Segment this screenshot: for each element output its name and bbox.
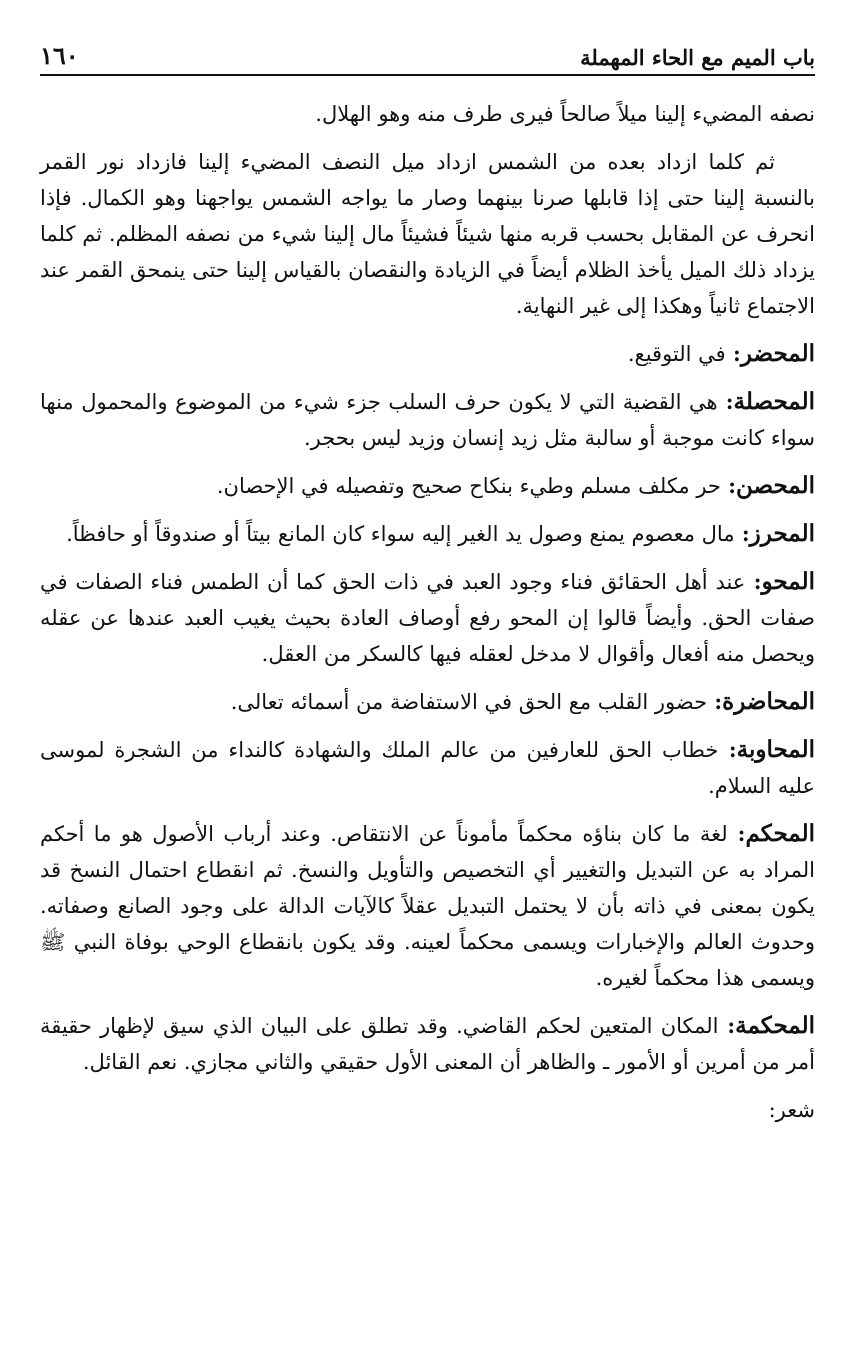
entry-definition: هي القضية التي لا يكون حرف السلب جزء شيء من الموضوع والمحمول منها سواء كانت موجبة أو سالبة مثل زيد إنسان وزيد ليس بحجر. xyxy=(40,390,815,450)
entry-term: المحرز xyxy=(749,520,815,547)
entry-mahdar: المحضر: في التوقيع. xyxy=(627,340,815,367)
entry-muhsan: المحصن: حر مكلف مسلم وطيء بنكاح صحيح وتفصيله في الإحصان. xyxy=(216,472,815,499)
intro-paragraph-1: نصفه المضيء إلينا ميلاً صالحاً فيرى طرف منه وهو الهلال. xyxy=(315,102,815,126)
entry-term: المحاضرة xyxy=(722,688,815,715)
intro-paragraph-2: ثم كلما ازداد بعده من الشمس ازداد ميل النصف المضيء إلينا فازداد نور القمر بالنسبة إلينا حتى إذا قابلها صرنا بينهما وصار ما يواجه الشمس يواجهنا وهو الكمال. فإذا انحرف عن المقابل بحسب قربه منها شيئاً فشيئاً مال إلينا شيء من نصفه المظلم. ثم كلما يزداد ذلك الميل يأخذ الظلام أيضاً في الزيادة والنقصان بالقياس إلينا حتى ينمحق القمر عند الاجتماع ثانياً وهكذا إلى غير النهاية. xyxy=(40,150,815,318)
entry-definition: عند أهل الحقائق فناء وجود العبد في ذات الحق كما أن الطمس فناء الصفات في صفات الحق. وأيضاً قالوا إن المحو رفع أوصاف العادة بحيث يغيب العبد عندها عن عقله ويحصل منه أفعال وأقوال لا مدخل لعقله فيها كالسكر من العقل. xyxy=(40,570,815,666)
running-title: باب الميم مع الحاء المهملة xyxy=(580,45,815,70)
page-number: ١٦٠ xyxy=(40,41,79,70)
entry-term: المحكم xyxy=(745,820,815,847)
entry-term: المحصن xyxy=(736,472,815,499)
page-body xyxy=(40,96,815,1291)
entry-definition: خطاب الحق للعارفين من عالم الملك والشهادة كالنداء من الشجرة لموسى عليه السلام. xyxy=(40,738,815,798)
entry-term: المحصلة xyxy=(733,388,815,415)
entry-term: المحكمة xyxy=(735,1012,815,1039)
entry-definition: لغة ما كان بناؤه محكماً مأموناً عن الانتقاص. وعند أرباب الأصول هو ما أحكم المراد به عن التبديل والتغيير أي التخصيص والتأويل والنسخ. ثم انقطاع احتمال النسخ قد يكون بمعنى في ذاته بأن لا يحتمل التبديل عقلاً كالآيات الدالة على وجود الصانع وصفاته. وحدوث العالم والإخبارات ويسمى محكماً لعينه. وقد يكون بانقطاع الوحي بوفاة النبي ﷺ ويسمى هذا محكماً لغيره. xyxy=(40,822,815,990)
entry-definition: المكان المتعين لحكم القاضي. وقد تطلق على البيان الذي سيق لإظهار حقيقة أمر من أمرين أو الأمور ـ والظاهر أن المعنى الأول حقيقي والثاني مجازي. نعم القائل. xyxy=(40,1014,815,1074)
entry-term: المحضر xyxy=(740,340,815,367)
entry-muhassala: المحصلة: هي القضية التي لا يكون حرف السلب جزء شيء من الموضوع والمحمول منها سواء كانت موجبة أو سالبة مثل زيد إنسان وزيد ليس بحجر. xyxy=(40,388,815,450)
entry-muhkam: المحكم: لغة ما كان بناؤه محكماً مأموناً عن الانتقاص. وعند أرباب الأصول هو ما أحكم المراد به عن التبديل والتغيير أي التخصيص والتأويل والنسخ. ثم انقطاع احتمال النسخ قد يكون بمعنى في ذاته بأن لا يحتمل التبديل عقلاً كالآيات الدالة على وجود الصانع وصفاته. وحدوث العالم والإخبارات ويسمى محكماً لعينه. وقد يكون بانقطاع الوحي بوفاة النبي ﷺ ويسمى هذا محكماً لغيره. xyxy=(40,820,815,990)
entry-definition: مال معصوم يمنع وصول يد الغير إليه سواء كان المانع بيتاً أو صندوقاً أو حافظاً. xyxy=(66,522,735,546)
entry-muhraz: المحرز: مال معصوم يمنع وصول يد الغير إليه سواء كان المانع بيتاً أو صندوقاً أو حافظاً. xyxy=(66,520,815,547)
entry-term: المحو xyxy=(761,568,815,595)
entry-muhadara: المحاضرة: حضور القلب مع الحق في الاستفاضة من أسمائه تعالى. xyxy=(230,688,815,715)
entry-term: المحاوبة xyxy=(736,736,815,763)
entry-mahkama: المحكمة: المكان المتعين لحكم القاضي. وقد تطلق على البيان الذي سيق لإظهار حقيقة أمر من أمرين أو الأمور ـ والظاهر أن المعنى الأول حقيقي والثاني مجازي. نعم القائل. xyxy=(40,1012,815,1074)
entry-mahw: المحو: عند أهل الحقائق فناء وجود العبد في ذات الحق كما أن الطمس فناء الصفات في صفات الحق. وأيضاً قالوا إن المحو رفع أوصاف العادة بحيث يغيب العبد عندها عن عقله ويحصل منه أفعال وأقوال لا مدخل لعقله فيها كالسكر من العقل. xyxy=(40,568,815,666)
page-header xyxy=(40,30,815,76)
entry-definition: حضور القلب مع الحق في الاستفاضة من أسمائه تعالى. xyxy=(230,690,708,714)
entry-definition: حر مكلف مسلم وطيء بنكاح صحيح وتفصيله في الإحصان. xyxy=(216,474,721,498)
entry-definition: في التوقيع. xyxy=(627,342,726,366)
entry-muhawaba: المحاوبة: خطاب الحق للعارفين من عالم الملك والشهادة كالنداء من الشجرة لموسى عليه السلام. xyxy=(40,736,815,798)
poetry-label: شعر: xyxy=(768,1098,815,1122)
